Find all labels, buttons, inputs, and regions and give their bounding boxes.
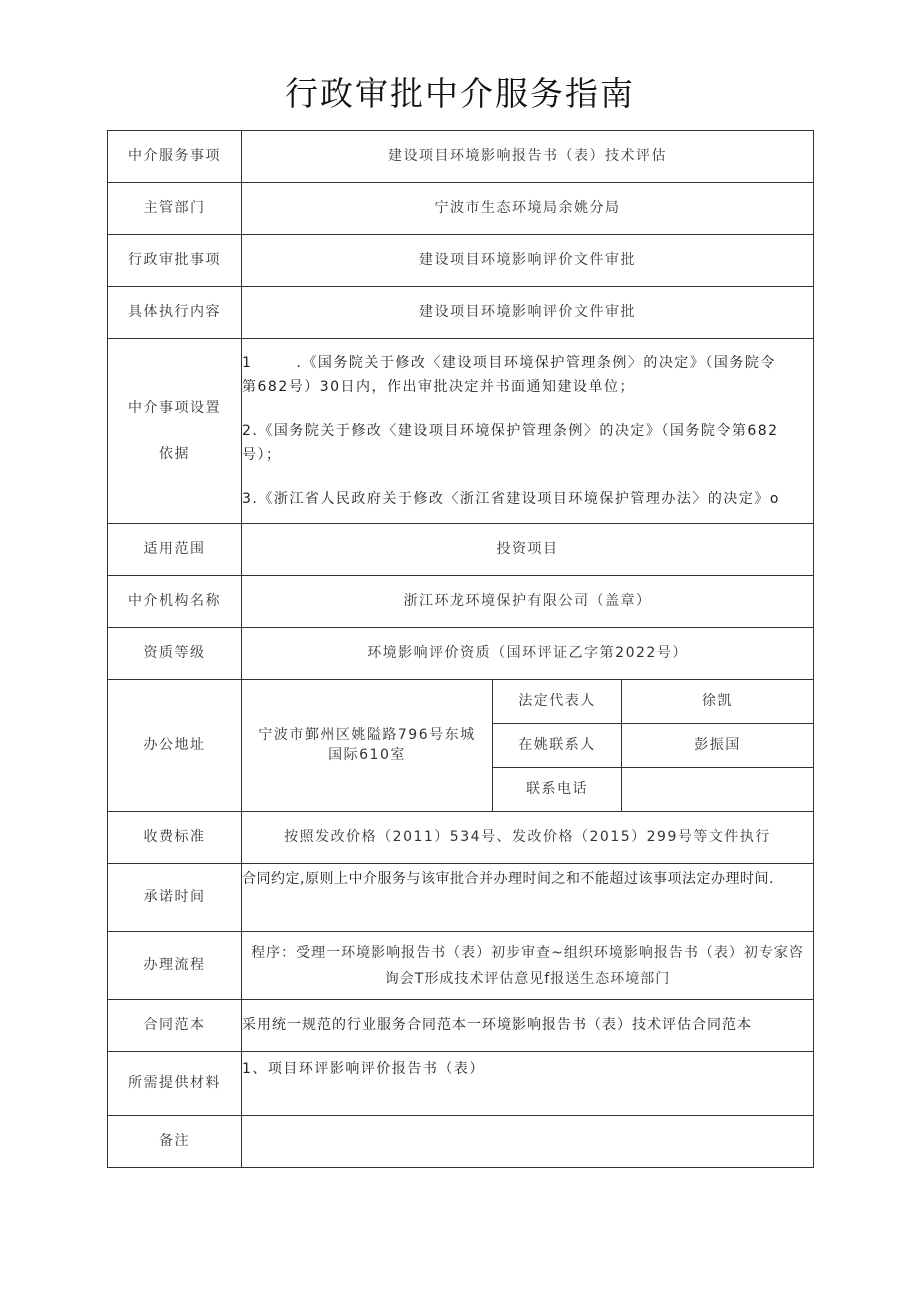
row-office: [108, 680, 814, 724]
qualification-value: 环境影响评价资质（国环评证乙字第2022号）: [242, 628, 814, 680]
row-remarks: [108, 1116, 814, 1168]
row-contract: [108, 1000, 814, 1052]
basis-item-text: 《浙江省人民政府关于修改〈浙江省建设项目环境保护管理办法〉的决定》o: [258, 491, 780, 507]
approval-item-label: 行政审批事项: [108, 235, 242, 287]
execution-label: 具体执行内容: [108, 287, 242, 339]
fee-value: 按照发改价格（2011）534号、发改价格（2015）299号等文件执行: [242, 812, 814, 864]
promise-label: 承诺时间: [108, 864, 242, 932]
row-qualification: [108, 628, 814, 680]
qualification-label: 资质等级: [108, 628, 242, 680]
materials-label: 所需提供材料: [108, 1052, 242, 1116]
process-label: 办理流程: [108, 932, 242, 1000]
process-value: [242, 932, 814, 1000]
row-promise: [108, 864, 814, 932]
approval-item-value: 建设项目环境影响评价文件审批: [242, 235, 814, 287]
page-title: 行政审批中介服务指南: [285, 74, 635, 113]
office-address-line1: 宁波市鄞州区姚隘路796号东城: [258, 726, 476, 743]
basis-label: [108, 339, 242, 524]
phone-label: 联系电话: [493, 768, 622, 812]
office-address-line2: 国际610室: [328, 746, 406, 763]
scope-label: 适用范围: [108, 524, 242, 576]
contact-label: 在姚联系人: [493, 724, 622, 768]
contact-value: 彭振国: [622, 724, 814, 768]
row-basis: [108, 339, 814, 524]
basis-item: [242, 345, 813, 405]
office-address: [242, 680, 493, 812]
office-label: 办公地址: [108, 680, 242, 812]
basis-item: [242, 481, 813, 517]
basis-item-text: 《国务院关于修改〈建设项目环境保护管理条例〉的决定》（国务院令第682号）；: [242, 423, 779, 463]
scope-value: 投资项目: [242, 524, 814, 576]
fee-label: 收费标准: [108, 812, 242, 864]
row-service-item: [108, 131, 814, 183]
execution-value: 建设项目环境影响评价文件审批: [242, 287, 814, 339]
basis-item-text: .《国务院关于修改〈建设项目环境保护管理条例〉的决定》（国务院令第682号）30日内，作出审批决定并书面通知建设单位；: [242, 355, 776, 395]
basis-label-line1: 中介事项设置: [128, 400, 221, 416]
basis-label-line2: 依据: [159, 446, 190, 462]
phone-value: [622, 768, 814, 812]
legal-rep-label: 法定代表人: [493, 680, 622, 724]
remarks-value: [242, 1116, 814, 1168]
materials-value: 1、项目环评影响评价报告书（表）: [242, 1052, 814, 1116]
basis-item-number: 3.: [242, 491, 259, 507]
process-line1: 程序：受理一环境影响报告书（表）初步审查~组织环境影响报告书（表）初专家咨: [251, 944, 804, 961]
contract-label: 合同范本: [108, 1000, 242, 1052]
basis-item-number: 1: [242, 355, 253, 371]
contract-value: 采用统一规范的行业服务合同范本一环境影响报告书（表）技术评估合同范本: [242, 1000, 814, 1052]
basis-item-number: 2.: [242, 423, 259, 439]
legal-rep-value: 徐凯: [622, 680, 814, 724]
service-item-value: 建设项目环境影响报告书（表）技术评估: [242, 131, 814, 183]
row-scope: [108, 524, 814, 576]
department-value: 宁波市生态环境局余姚分局: [242, 183, 814, 235]
department-label: 主管部门: [108, 183, 242, 235]
row-process: [108, 932, 814, 1000]
remarks-label: 备注: [108, 1116, 242, 1168]
basis-content: [242, 339, 814, 524]
promise-value: 合同约定,原则上中介服务与该审批合并办理时间之和不能超过该事项法定办理时间.: [242, 864, 814, 932]
row-approval-item: [108, 235, 814, 287]
basis-item: [242, 413, 813, 473]
row-materials: [108, 1052, 814, 1116]
row-execution: [108, 287, 814, 339]
row-agency: [108, 576, 814, 628]
agency-value: 浙江环龙环境保护有限公司（盖章）: [242, 576, 814, 628]
row-department: [108, 183, 814, 235]
process-line2: 询会T形成技术评估意见f报送生态环境部门: [384, 970, 671, 987]
row-fee: [108, 812, 814, 864]
service-guide-table: [107, 130, 814, 1168]
agency-label: 中介机构名称: [108, 576, 242, 628]
service-item-label: 中介服务事项: [108, 131, 242, 183]
